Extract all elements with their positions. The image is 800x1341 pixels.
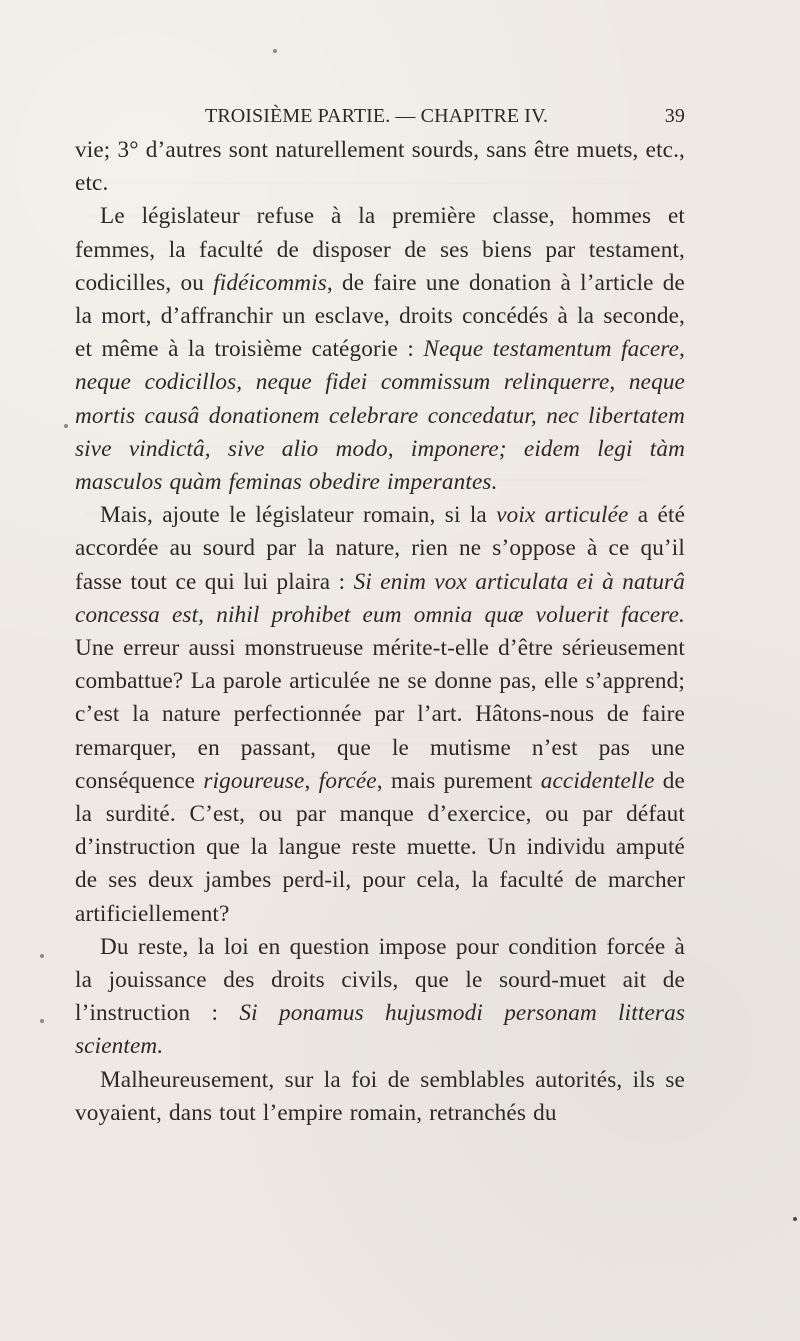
- paragraph-3-text-a: Mais, ajoute le législateur romain, si la: [100, 502, 497, 529]
- paragraph-1: [75, 134, 685, 200]
- paragraph-5: [75, 1064, 685, 1130]
- paragraph-1-text: vie; 3° d’autres sont naturellement sourds, sans être muets, etc., etc.: [75, 137, 685, 197]
- fideicommis-italic: fidéicommis: [213, 269, 327, 296]
- paragraph-3-text-c: Une erreur aussi monstrueuse mérite-t-elle d’être sérieusement combattue? La parole articulée ne se donne pas, elle s’apprend; c’est la nature perfectionnée par l’art. Hâtons-nous de faire remarquer, en passant, que le mutisme n’est pas une conséquence: [75, 635, 685, 794]
- print-speck: [64, 424, 68, 428]
- paragraph-3-text-d: ,: [304, 767, 319, 794]
- paragraph-4-text: Du reste, la loi en question impose pour condition forcée à la jouissance des droits civils, que le sourd-muet ait de l’instruction :: [75, 933, 685, 1027]
- print-speck: [793, 1217, 797, 1221]
- paragraph-2-text-a: Le législateur refuse à la première classe, hommes et femmes, la faculté de disposer de ses biens par testament, codicilles, ou: [75, 203, 685, 296]
- accidentelle-italic: accidentelle: [540, 767, 655, 794]
- voix-articulee-italic: voix articulée: [496, 502, 629, 529]
- running-title: TROISIÈME PARTIE. — CHAPITRE IV.: [205, 105, 549, 127]
- paragraph-2: [75, 200, 685, 499]
- print-speck: [273, 49, 277, 53]
- latin-quotation-1: Neque testamentum facere, neque codicillos, neque fidei commissum relinquerre, neque mortis causâ donationem celebrare concedatur, nec libertatem sive vindictâ, sive alio modo, imponere; eidem legi tàm masculos quàm feminas obedire imperantes.: [75, 336, 685, 496]
- page-number: 39: [664, 105, 685, 127]
- paragraph-3-text-f: de la surdité. C’est, ou par manque d’exercice, ou par défaut d’instruction que la langue reste muette. Un individu amputé de ses deux jambes perd-il, pour cela, la faculté de marcher artificiellement?: [75, 767, 685, 927]
- main-text: [75, 134, 685, 1130]
- print-speck: [40, 954, 44, 958]
- rigoureuse-italic: rigoureuse: [203, 767, 305, 794]
- paragraph-2-text-b: , de faire une donation à l’article de la mort, d’affranchir un esclave, droits concédés à la seconde, et même à la troisième catégorie :: [75, 269, 685, 363]
- forcee-italic: forcée: [318, 767, 377, 794]
- paragraph-3-text-e: , mais purement: [376, 767, 541, 794]
- latin-quotation-2: Si enim vox articulata ei à naturâ concessa est, nihil prohibet eum omnia quæ voluerit facere.: [75, 568, 685, 628]
- print-speck: [40, 1019, 44, 1023]
- paragraph-4: [75, 931, 685, 1064]
- paragraph-5-text: Malheureusement, sur la foi de semblables autorités, ils se voyaient, dans tout l’empire romain, retranchés du: [75, 1066, 685, 1126]
- latin-quotation-3: Si ponamus hujusmodi personam litteras scientem.: [75, 1000, 685, 1060]
- paragraph-3-text-b: a été accordée au sourd par la nature, rien ne s’oppose à ce qu’il fasse tout ce qui lui plaira :: [75, 502, 686, 595]
- paragraph-3: [75, 499, 685, 931]
- running-header: [75, 100, 685, 132]
